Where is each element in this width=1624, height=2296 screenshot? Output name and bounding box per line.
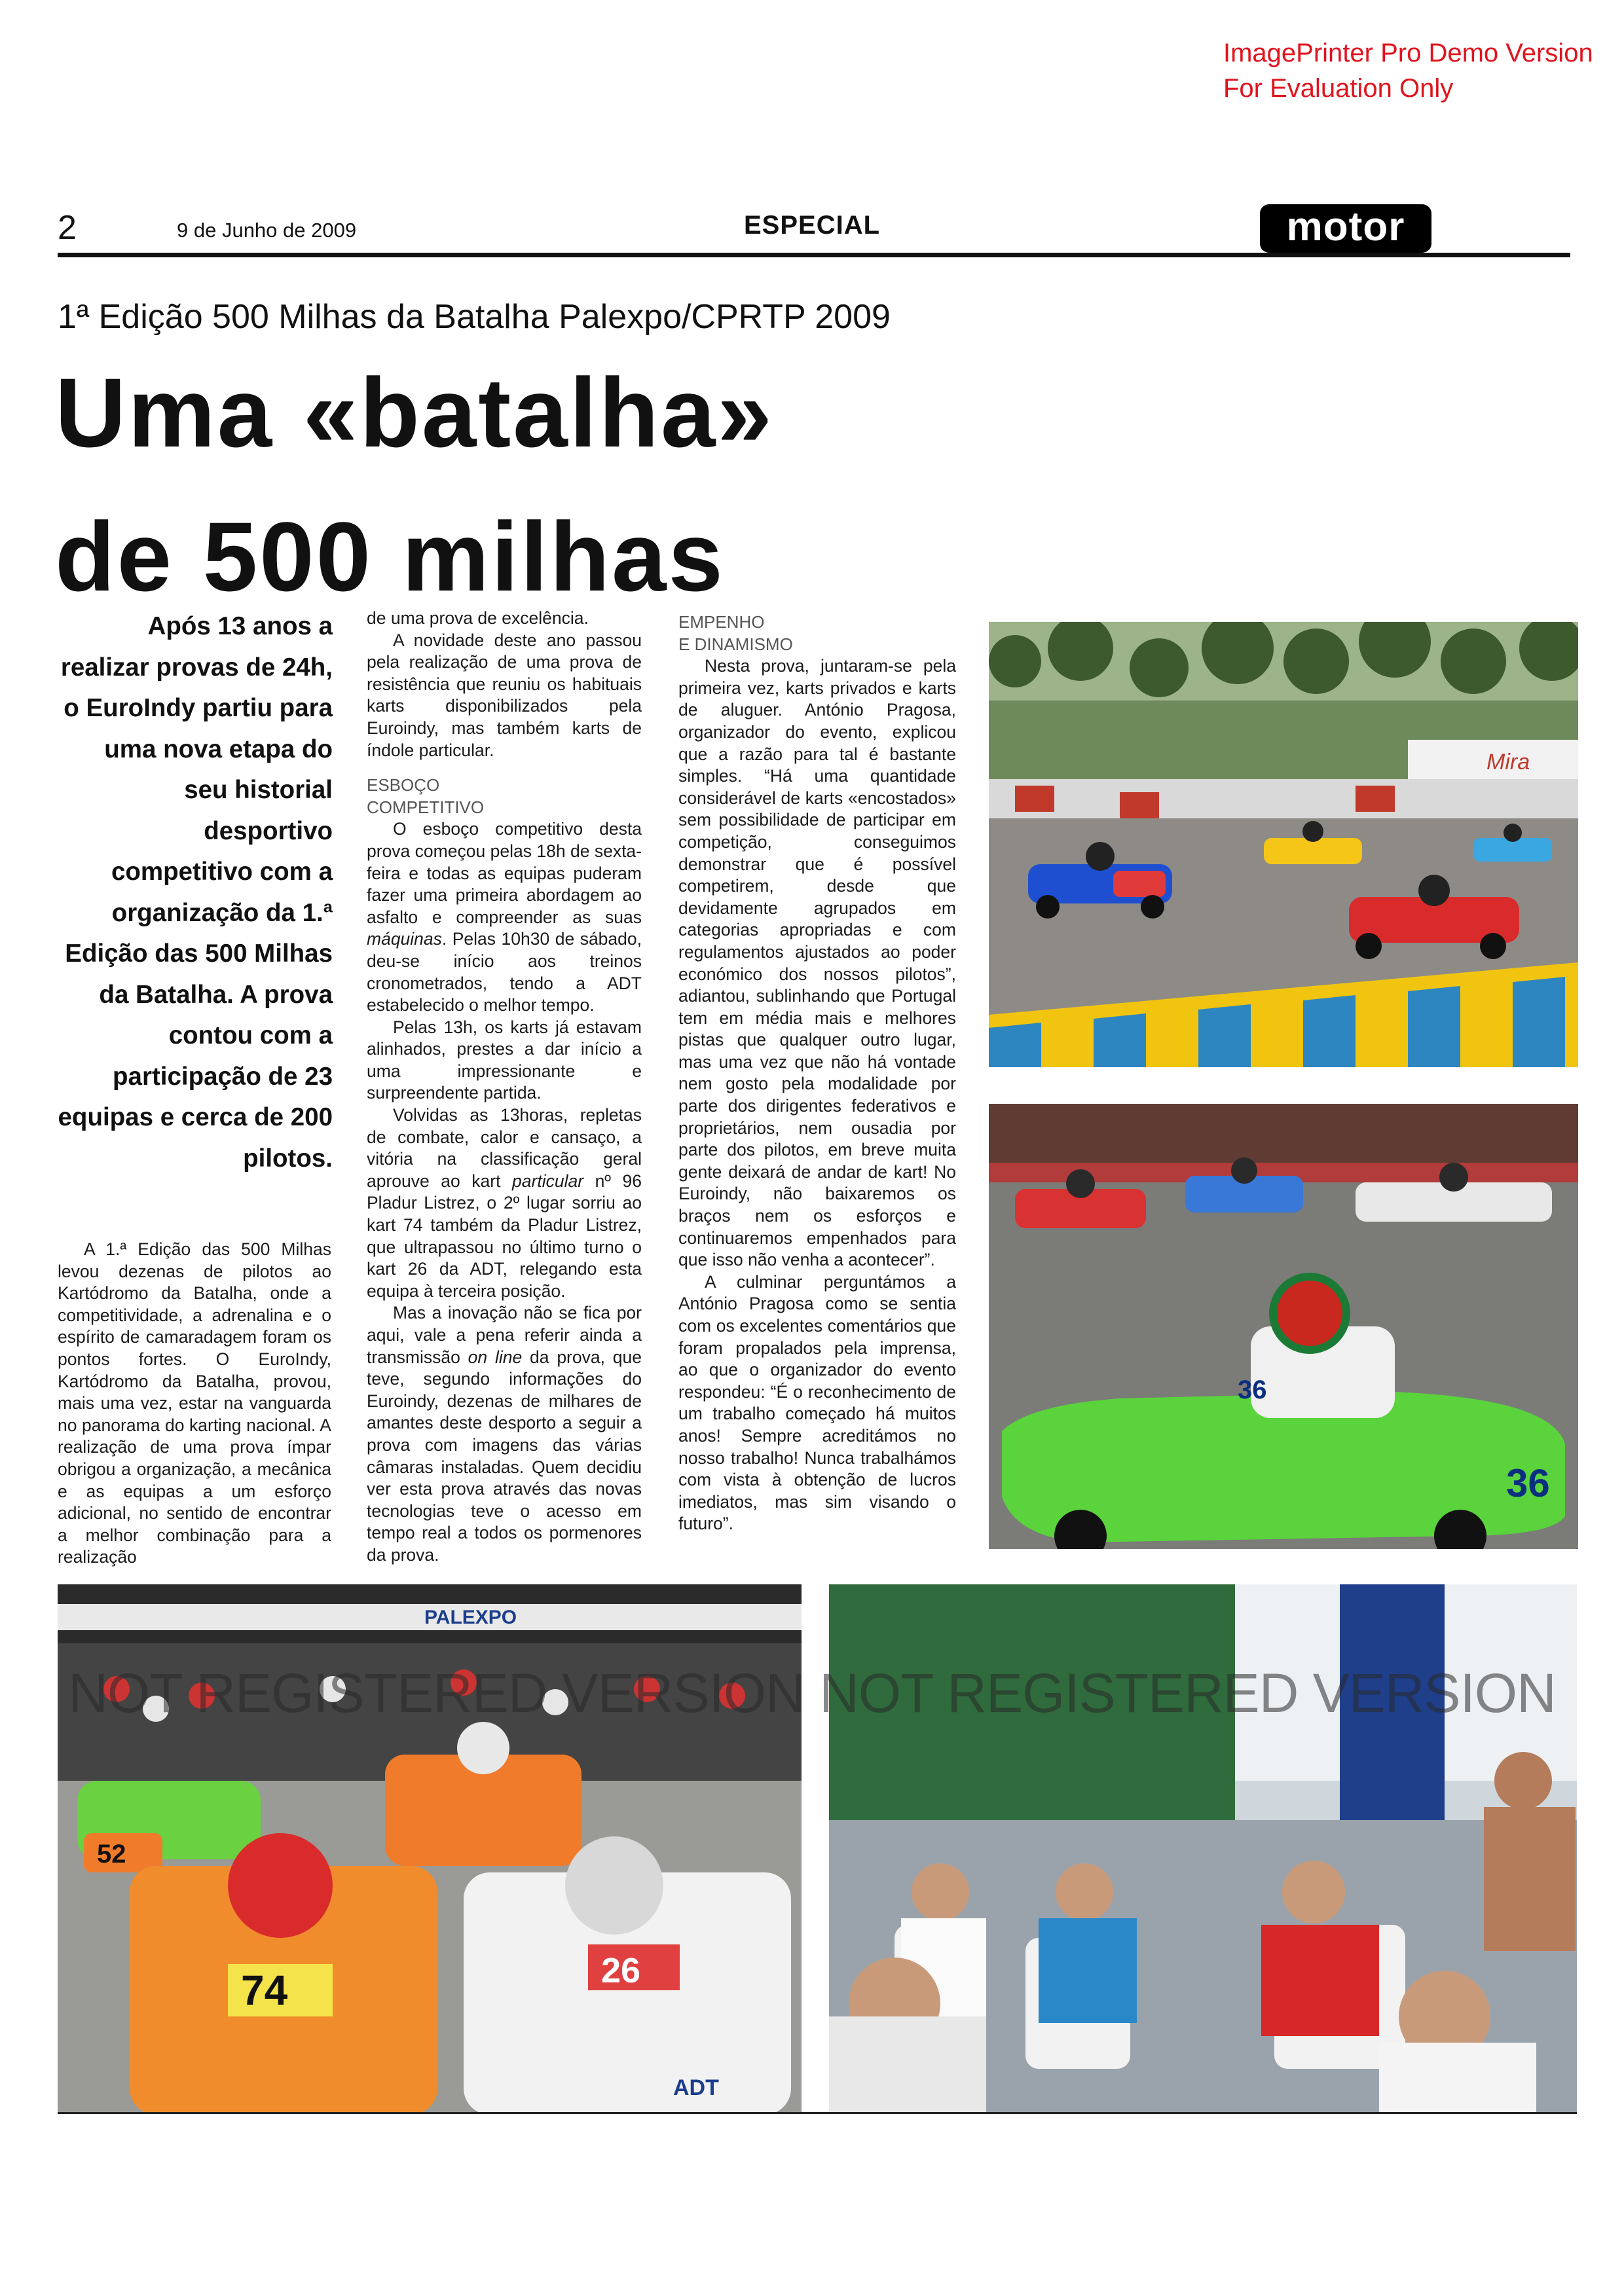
text-run: nº 96 Pladur Listrez, o 2º lugar sorriu ao kart 74 também da Pladur Listrez, que ultrapassou no último turno o kart 26 da ADT, relegando esta equipa à terceira posição. xyxy=(367,1171,642,1301)
bottom-rule xyxy=(58,2112,1577,2114)
kart-number: 36 xyxy=(1506,1461,1550,1505)
body-column-1 xyxy=(58,1239,331,1569)
kart-number: 74 xyxy=(241,1967,288,2014)
text-run: . Pelas 10h30 de sábado, deu-se início aos treinos cronometrados, tendo a ADT estabelecido o melhor tempo. xyxy=(367,929,642,1015)
paragraph xyxy=(367,818,642,1016)
header-rule xyxy=(58,253,1570,257)
text-run: Mas a inovação não se fica por aqui, vale a pena referir ainda a transmissão xyxy=(367,1303,642,1367)
paragraph: A culminar perguntámos a António Pragosa como se sentia com os excelentes comentários que foram propalados pela imprensa, ao que o organizador do evento respondeu: “É o reconhecimento de um trabalho começado há muitos anos! Sempre acreditámos no nosso trabalho! Nunca trabalhámos com vista à obtenção de lucros imediatos, mas sim visando o futuro”. xyxy=(678,1271,956,1534)
paragraph: A 1.ª Edição das 500 Milhas levou dezenas de pilotos ao Kartódromo da Batalha, onde a competitividade, a adrenalina e o espírito de camaradagem foram os pontos fortes. O EuroIndy, Kartódromo da Batalha, provou, mais uma vez, estar na vanguarda no panorama do karting nacional. A realização de uma prova ímpar obrigou a organização, a mecânica e as equipas a um esforço adicional, no sentido de encontrar a melhor combinação para a realização xyxy=(58,1239,331,1567)
subheading-line: EMPENHO xyxy=(678,612,765,632)
grid-banner: PALEXPO xyxy=(424,1607,517,1628)
emphasis: máquinas xyxy=(367,929,442,949)
subheading xyxy=(367,774,642,818)
kart-number: 36 xyxy=(1238,1376,1267,1404)
headline-line-2: de 500 milhas xyxy=(55,501,725,611)
track-banner: Mira xyxy=(1486,750,1530,774)
photo-green-kart-image xyxy=(989,1104,1578,1549)
paragraph: Pelas 13h, os karts já estavam alinhados, prestes a dar início a uma impressionante e surpreendente partida. xyxy=(367,1017,642,1103)
paragraph xyxy=(367,1302,642,1566)
article-headline xyxy=(55,340,972,629)
kart-number: 52 xyxy=(97,1840,126,1868)
demo-watermark-line2: For Evaluation Only xyxy=(1223,74,1454,103)
text-run: da prova, que teve, segundo informações do Euroindy, dezenas de milhares de amantes deste desporto a seguir a prova com imagens das várias câmaras instaladas. Quem decidiu ver esta prova através das novas tecnologias teve o acesso em tempo real a todos os pormenores da prova. xyxy=(367,1347,642,1565)
paragraph: de uma prova de excelência. xyxy=(367,608,589,628)
body-column-3 xyxy=(678,611,956,1535)
photo-karts-on-track-image xyxy=(989,622,1578,1067)
demo-watermark xyxy=(1223,35,1593,106)
section-label: ESPECIAL xyxy=(744,211,881,240)
text-run: O esboço competitivo desta prova começou pelas 18h de sexta-feira e todas as equipas puderam fazer uma primeira abordagem ao asfalto e compreender as suas xyxy=(367,819,642,927)
text-run: Volvidas as 13horas, repletas de combate, calor e cansaço, a vitória na classificação geral aprouve ao kart xyxy=(367,1105,642,1191)
paragraph: A novidade deste ano passou pela realização de uma prova de resistência que reuniu os habituais karts disponibilizados pela Euroindy, mas também karts de índole particular. xyxy=(367,630,642,760)
photo-green-kart xyxy=(989,1104,1578,1549)
paragraph xyxy=(367,1104,642,1302)
kart-number: 26 xyxy=(601,1951,641,1990)
article-lead: Após 13 anos a realizar provas de 24h, o EuroIndy partiu para uma nova etapa do seu historial desportivo competitivo com a organização da 1.ª Edição das 500 Milhas da Batalha. A prova contou com a participação de 23 equipas e cerca de 200 pilotos. xyxy=(58,612,333,1173)
body-column-2 xyxy=(367,608,642,1567)
subheading-line: E DINAMISMO xyxy=(678,634,793,654)
subheading-line: ESBOÇO xyxy=(367,775,440,795)
article-kicker: 1ª Edição 500 Milhas da Batalha Palexpo/CPRTP 2009 xyxy=(58,298,891,336)
motor-logo: motor xyxy=(1260,204,1431,253)
subheading xyxy=(678,611,956,655)
emphasis: on line xyxy=(468,1347,523,1367)
paragraph: Nesta prova, juntaram-se pela primeira vez, karts privados e karts de aluguer. António Pragosa, organizador do evento, explicou que a razão para tal é bastante simples. “Há uma quantidade considerável de karts «encostados» sem possibilidade de participar em competição, conseguimos demonstrar que é possível competirem, desde que devidamente agrupados em categorias apropriadas e com regulamentos ajustados ao poder económico dos nossos pilotos”, adiantou, sublinhando que Portugal tem em média mais e melhores pistas que qualquer outro lugar, mas uma vez que não há vontade nem gosto pela modalidade por parte dos dirigentes federativos e proprietários, nem ousadia por parte dos pilotos, em breve muita gente deixará de andar de kart! No Euroindy, não baixaremos os braços nem os esforços e continuaremos empenhados para que isso não venha a acontecer”. xyxy=(678,656,956,1270)
photo-karts-on-track xyxy=(989,622,1578,1067)
demo-watermark-line1: ImagePrinter Pro Demo Version xyxy=(1223,39,1593,67)
issue-date: 9 de Junho de 2009 xyxy=(177,219,357,242)
registration-watermark: NOT REGISTERED VERSION NOT REGISTERED VERSION xyxy=(68,1662,1556,1724)
headline-line-1: Uma «batalha» xyxy=(55,357,774,467)
subheading-line: COMPETITIVO xyxy=(367,797,485,817)
emphasis: particular xyxy=(512,1171,584,1191)
sponsor-label: ADT xyxy=(673,2075,719,2100)
page-number: 2 xyxy=(58,209,77,247)
